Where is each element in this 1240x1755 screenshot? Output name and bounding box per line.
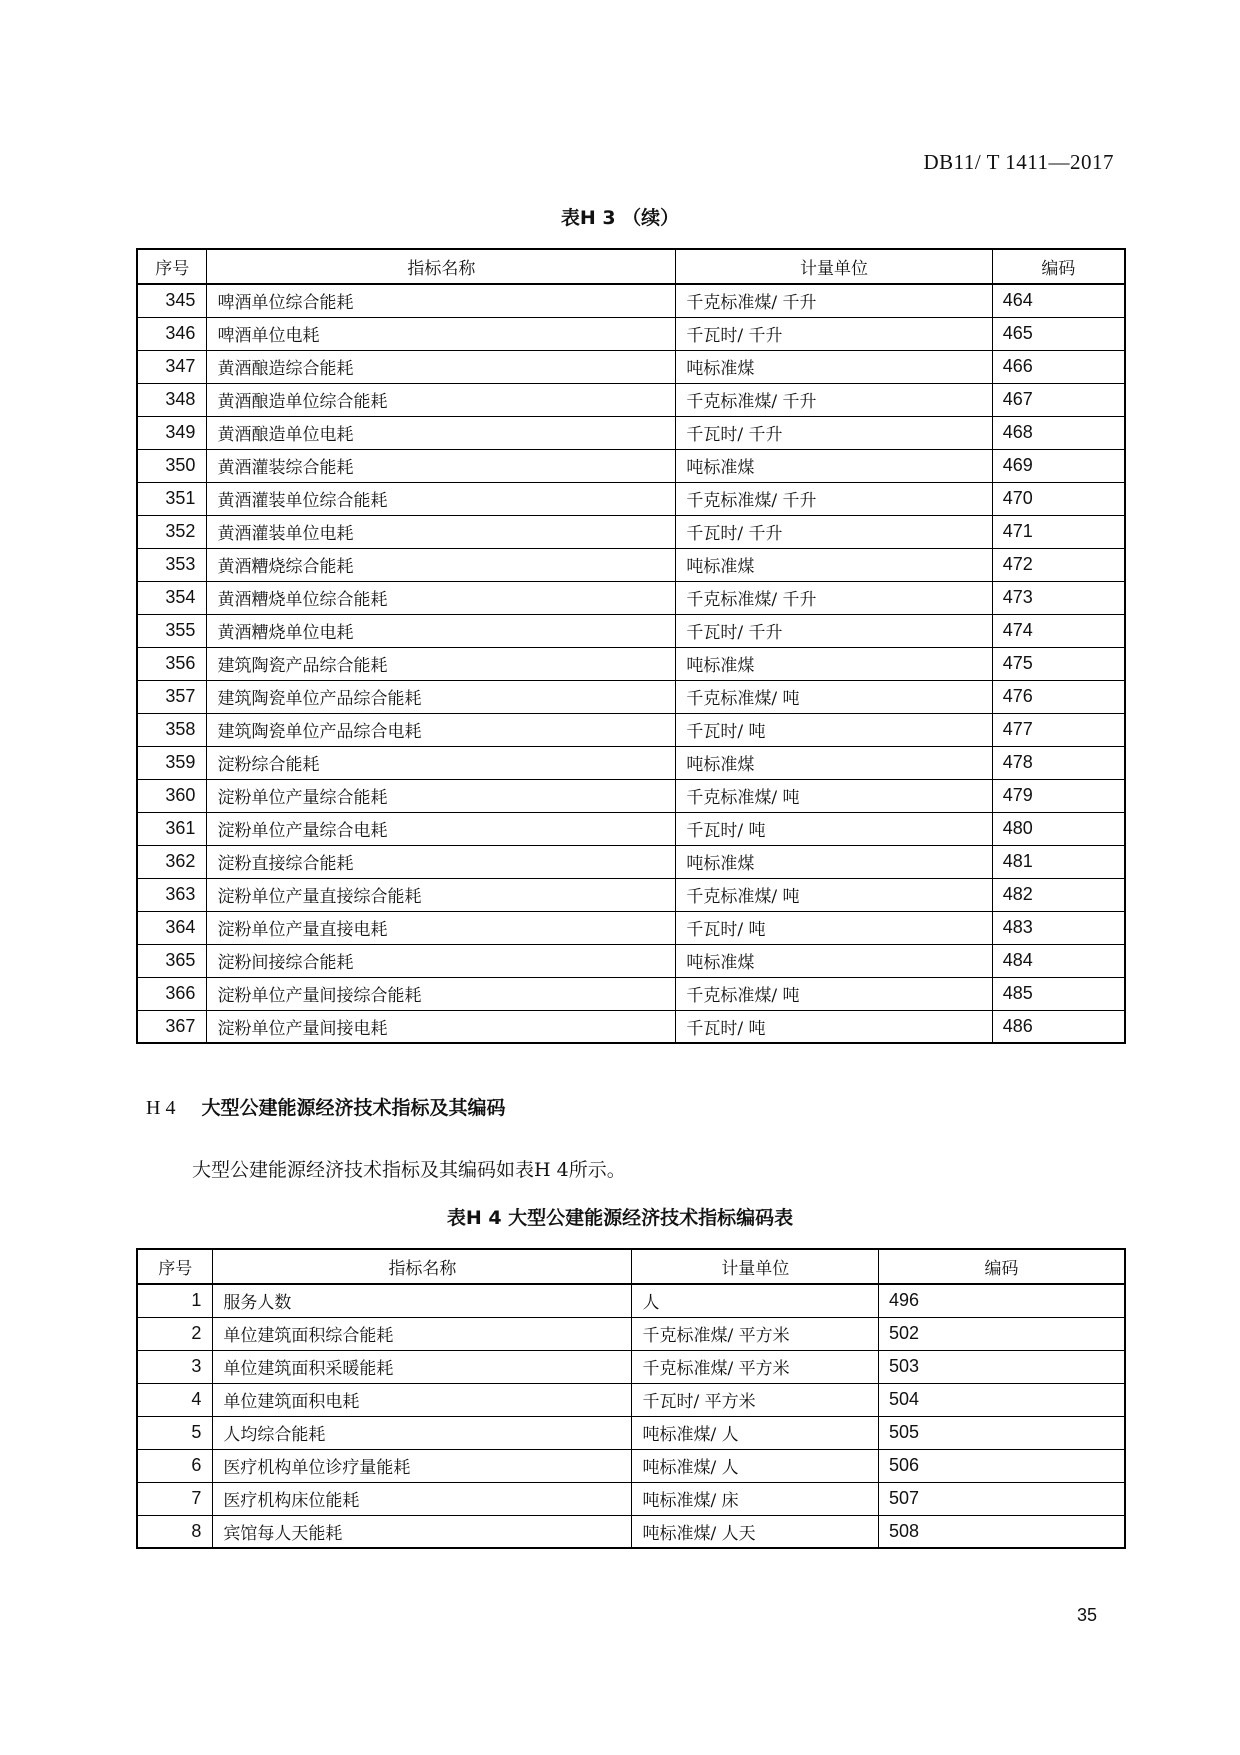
table-row	[137, 1416, 1125, 1449]
indicator-name: 淀粉单位产量直接电耗	[207, 911, 676, 944]
table-row	[137, 713, 1125, 746]
indicator-name: 淀粉综合能耗	[207, 746, 676, 779]
row-index: 4	[137, 1383, 213, 1416]
indicator-code: 477	[992, 713, 1125, 746]
table-header-row	[137, 249, 1125, 284]
indicator-name: 建筑陶瓷单位产品综合能耗	[207, 680, 676, 713]
table-row	[137, 746, 1125, 779]
indicator-code: 506	[878, 1449, 1125, 1482]
unit-of-measure: 千瓦时/ 吨	[676, 713, 992, 746]
indicator-code: 471	[992, 515, 1125, 548]
unit-of-measure: 千瓦时/ 千升	[676, 515, 992, 548]
row-index: 1	[137, 1284, 213, 1317]
unit-of-measure: 千瓦时/ 吨	[676, 911, 992, 944]
section-heading-h4	[146, 1093, 505, 1120]
indicator-name: 黄酒灌装单位综合能耗	[207, 482, 676, 515]
unit-of-measure: 吨标准煤	[676, 350, 992, 383]
indicator-name: 黄酒灌装单位电耗	[207, 515, 676, 548]
table-h3	[136, 248, 1126, 1044]
indicator-code: 505	[878, 1416, 1125, 1449]
unit-of-measure: 吨标准煤	[676, 845, 992, 878]
indicator-name: 淀粉单位产量间接综合能耗	[207, 977, 676, 1010]
table-row	[137, 1350, 1125, 1383]
row-index: 354	[137, 581, 207, 614]
indicator-code: 480	[992, 812, 1125, 845]
table-row	[137, 1010, 1125, 1043]
column-header-unit: 计量单位	[632, 1249, 879, 1284]
unit-of-measure: 吨标准煤	[676, 449, 992, 482]
row-index: 359	[137, 746, 207, 779]
row-index: 355	[137, 614, 207, 647]
unit-of-measure: 人	[632, 1284, 879, 1317]
indicator-name: 黄酒糟烧综合能耗	[207, 548, 676, 581]
table-row	[137, 1284, 1125, 1317]
indicator-code: 476	[992, 680, 1125, 713]
indicator-name: 黄酒糟烧单位综合能耗	[207, 581, 676, 614]
table-row	[137, 944, 1125, 977]
unit-of-measure: 千克标准煤/ 吨	[676, 680, 992, 713]
unit-of-measure: 吨标准煤	[676, 944, 992, 977]
column-header-code: 编码	[992, 249, 1125, 284]
table-h4	[136, 1248, 1126, 1549]
section-number: H 4	[146, 1097, 176, 1119]
table-row	[137, 1383, 1125, 1416]
indicator-name: 医疗机构床位能耗	[213, 1482, 632, 1515]
indicator-name: 医疗机构单位诊疗量能耗	[213, 1449, 632, 1482]
indicator-name: 黄酒酿造单位综合能耗	[207, 383, 676, 416]
row-index: 7	[137, 1482, 213, 1515]
unit-of-measure: 千瓦时/ 吨	[676, 812, 992, 845]
unit-of-measure: 千瓦时/ 千升	[676, 416, 992, 449]
page-number: 35	[1076, 1605, 1097, 1625]
unit-of-measure: 吨标准煤/ 人天	[632, 1515, 879, 1548]
table-row	[137, 350, 1125, 383]
indicator-code: 485	[992, 977, 1125, 1010]
unit-of-measure: 千瓦时/ 吨	[676, 1010, 992, 1043]
indicator-code: 482	[992, 878, 1125, 911]
table-row	[137, 845, 1125, 878]
indicator-code: 473	[992, 581, 1125, 614]
table-row	[137, 647, 1125, 680]
indicator-name: 淀粉直接综合能耗	[207, 845, 676, 878]
indicator-name: 黄酒酿造综合能耗	[207, 350, 676, 383]
indicator-name: 淀粉间接综合能耗	[207, 944, 676, 977]
table-row	[137, 878, 1125, 911]
row-index: 367	[137, 1010, 207, 1043]
indicator-code: 469	[992, 449, 1125, 482]
unit-of-measure: 吨标准煤/ 床	[632, 1482, 879, 1515]
table-row	[137, 581, 1125, 614]
row-index: 360	[137, 779, 207, 812]
table-row	[137, 383, 1125, 416]
table-row	[137, 1449, 1125, 1482]
indicator-code: 507	[878, 1482, 1125, 1515]
row-index: 347	[137, 350, 207, 383]
unit-of-measure: 千克标准煤/ 吨	[676, 977, 992, 1010]
unit-of-measure: 千克标准煤/ 吨	[676, 878, 992, 911]
unit-of-measure: 吨标准煤	[676, 647, 992, 680]
indicator-name: 服务人数	[213, 1284, 632, 1317]
indicator-code: 474	[992, 614, 1125, 647]
column-header-name: 指标名称	[207, 249, 676, 284]
indicator-name: 宾馆每人天能耗	[213, 1515, 632, 1548]
unit-of-measure: 千瓦时/ 平方米	[632, 1383, 879, 1416]
unit-of-measure: 吨标准煤	[676, 548, 992, 581]
row-index: 5	[137, 1416, 213, 1449]
unit-of-measure: 千克标准煤/ 吨	[676, 779, 992, 812]
column-header-index: 序号	[137, 249, 207, 284]
unit-of-measure: 千克标准煤/ 千升	[676, 284, 992, 317]
row-index: 351	[137, 482, 207, 515]
table-h3-caption: 表H 3 （续）	[560, 207, 680, 229]
row-index: 348	[137, 383, 207, 416]
row-index: 3	[137, 1350, 213, 1383]
indicator-code: 486	[992, 1010, 1125, 1043]
indicator-name: 淀粉单位产量直接综合能耗	[207, 878, 676, 911]
row-index: 356	[137, 647, 207, 680]
table-row	[137, 614, 1125, 647]
unit-of-measure: 千瓦时/ 千升	[676, 317, 992, 350]
unit-of-measure: 吨标准煤/ 人	[632, 1416, 879, 1449]
row-index: 358	[137, 713, 207, 746]
unit-of-measure: 吨标准煤/ 人	[632, 1449, 879, 1482]
table-row	[137, 779, 1125, 812]
unit-of-measure: 吨标准煤	[676, 746, 992, 779]
row-index: 353	[137, 548, 207, 581]
column-header-index: 序号	[137, 1249, 213, 1284]
row-index: 346	[137, 317, 207, 350]
row-index: 366	[137, 977, 207, 1010]
indicator-name: 黄酒酿造单位电耗	[207, 416, 676, 449]
unit-of-measure: 千克标准煤/ 千升	[676, 482, 992, 515]
indicator-code: 484	[992, 944, 1125, 977]
table-h3-body	[137, 284, 1125, 1043]
table-row	[137, 482, 1125, 515]
indicator-code: 479	[992, 779, 1125, 812]
indicator-name: 建筑陶瓷产品综合能耗	[207, 647, 676, 680]
row-index: 361	[137, 812, 207, 845]
row-index: 8	[137, 1515, 213, 1548]
row-index: 6	[137, 1449, 213, 1482]
indicator-code: 467	[992, 383, 1125, 416]
indicator-code: 465	[992, 317, 1125, 350]
indicator-name: 啤酒单位综合能耗	[207, 284, 676, 317]
unit-of-measure: 千瓦时/ 千升	[676, 614, 992, 647]
indicator-code: 468	[992, 416, 1125, 449]
indicator-code: 478	[992, 746, 1125, 779]
row-index: 352	[137, 515, 207, 548]
table-row	[137, 1515, 1125, 1548]
section-title: 大型公建能源经济技术指标及其编码	[201, 1097, 506, 1119]
document-code: DB11/ T 1411—2017	[923, 150, 1114, 174]
indicator-code: 472	[992, 548, 1125, 581]
row-index: 345	[137, 284, 207, 317]
indicator-name: 淀粉单位产量综合电耗	[207, 812, 676, 845]
indicator-code: 496	[878, 1284, 1125, 1317]
table-row	[137, 284, 1125, 317]
row-index: 365	[137, 944, 207, 977]
row-index: 357	[137, 680, 207, 713]
indicator-code: 483	[992, 911, 1125, 944]
row-index: 363	[137, 878, 207, 911]
unit-of-measure: 千克标准煤/ 平方米	[632, 1317, 879, 1350]
row-index: 350	[137, 449, 207, 482]
indicator-code: 481	[992, 845, 1125, 878]
indicator-code: 504	[878, 1383, 1125, 1416]
column-header-code: 编码	[878, 1249, 1125, 1284]
table-row	[137, 416, 1125, 449]
row-index: 349	[137, 416, 207, 449]
table-row	[137, 449, 1125, 482]
table-row	[137, 680, 1125, 713]
unit-of-measure: 千克标准煤/ 千升	[676, 581, 992, 614]
indicator-code: 503	[878, 1350, 1125, 1383]
table-header-row	[137, 1249, 1125, 1284]
row-index: 364	[137, 911, 207, 944]
row-index: 2	[137, 1317, 213, 1350]
table-row	[137, 977, 1125, 1010]
indicator-name: 黄酒灌装综合能耗	[207, 449, 676, 482]
unit-of-measure: 千克标准煤/ 千升	[676, 383, 992, 416]
indicator-name: 单位建筑面积采暖能耗	[213, 1350, 632, 1383]
indicator-code: 508	[878, 1515, 1125, 1548]
indicator-code: 464	[992, 284, 1125, 317]
indicator-code: 502	[878, 1317, 1125, 1350]
table-h4-body	[137, 1284, 1125, 1548]
column-header-unit: 计量单位	[676, 249, 992, 284]
indicator-code: 470	[992, 482, 1125, 515]
indicator-name: 建筑陶瓷单位产品综合电耗	[207, 713, 676, 746]
indicator-name: 单位建筑面积综合能耗	[213, 1317, 632, 1350]
table-row	[137, 911, 1125, 944]
indicator-name: 黄酒糟烧单位电耗	[207, 614, 676, 647]
table-row	[137, 548, 1125, 581]
indicator-name: 单位建筑面积电耗	[213, 1383, 632, 1416]
row-index: 362	[137, 845, 207, 878]
table-row	[137, 1317, 1125, 1350]
indicator-name: 人均综合能耗	[213, 1416, 632, 1449]
table-row	[137, 317, 1125, 350]
indicator-code: 466	[992, 350, 1125, 383]
indicator-name: 淀粉单位产量间接电耗	[207, 1010, 676, 1043]
indicator-name: 啤酒单位电耗	[207, 317, 676, 350]
indicator-code: 475	[992, 647, 1125, 680]
table-h4-caption: 表H 4 大型公建能源经济技术指标编码表	[446, 1207, 794, 1229]
unit-of-measure: 千克标准煤/ 平方米	[632, 1350, 879, 1383]
indicator-name: 淀粉单位产量综合能耗	[207, 779, 676, 812]
table-row	[137, 515, 1125, 548]
column-header-name: 指标名称	[213, 1249, 632, 1284]
table-row	[137, 812, 1125, 845]
section-paragraph: 大型公建能源经济技术指标及其编码如表H 4所示。	[192, 1159, 626, 1181]
table-row	[137, 1482, 1125, 1515]
